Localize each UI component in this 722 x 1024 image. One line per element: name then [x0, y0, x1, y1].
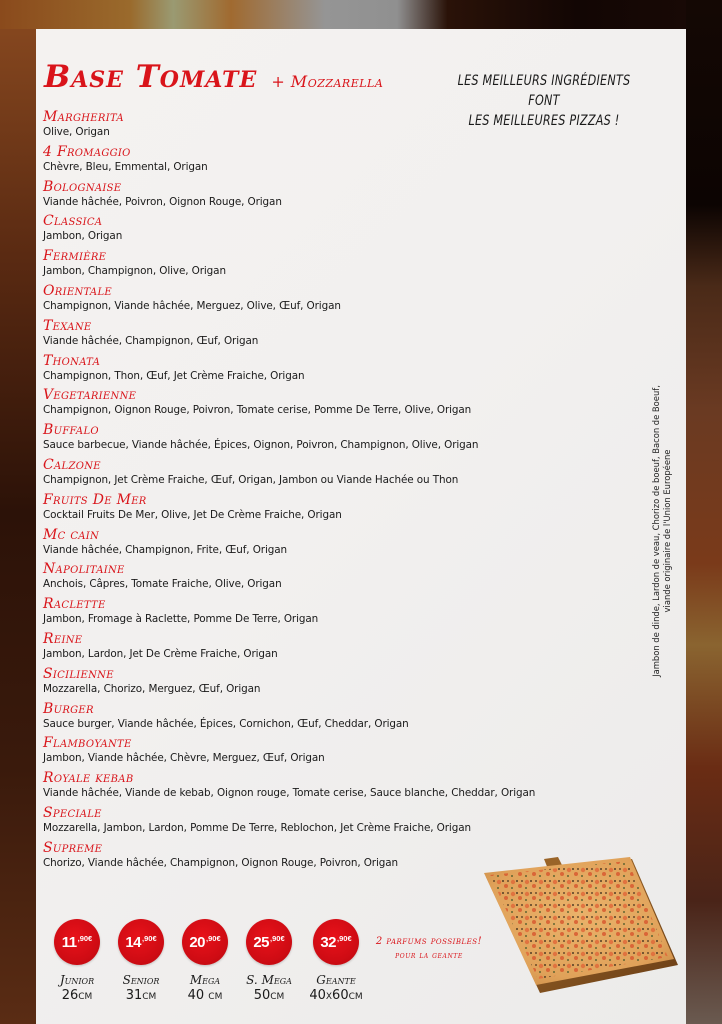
list-item — [43, 144, 603, 179]
price-cents: ,90€ — [206, 933, 221, 943]
two-flavours-line-2: pour la geante — [395, 951, 463, 961]
list-item — [43, 318, 603, 353]
pizza-ingredients: Viande hâchée, Poivron, Oignon Rouge, Origan — [43, 195, 282, 208]
price-cents: ,90€ — [270, 933, 285, 943]
price-badge — [118, 919, 164, 965]
background-top — [0, 0, 722, 29]
two-flavours-note — [364, 935, 494, 963]
pizza-ingredients: Jambon, Viande hâchée, Chèvre, Merguez, Œuf, Origan — [43, 752, 325, 765]
price-whole: 11 — [61, 933, 77, 951]
pizza-ingredients: Viande hâchée, Champignon, Œuf, Origan — [43, 334, 259, 347]
price-badge — [246, 919, 292, 965]
list-item — [43, 109, 603, 144]
pizza-ingredients: Chorizo, Viande hâchée, Champignon, Oignon Rouge, Poivron, Origan — [43, 856, 399, 869]
pizza-name: Mc cain — [43, 526, 100, 543]
pizza-name: Bolognaise — [43, 178, 122, 195]
price-whole: 32 — [320, 933, 337, 951]
slogan-line-2: LES MEILLEURES PIZZAS ! — [468, 113, 620, 129]
pizza-name: Raclette — [43, 596, 106, 613]
pizza-ingredients: Champignon, Viande hâchée, Merguez, Olive, Œuf, Origan — [43, 299, 341, 312]
pizza-ingredients: Mozzarella, Jambon, Lardon, Pomme De Terre, Reblochon, Jet Crème Fraiche, Origan — [43, 821, 471, 834]
list-item — [43, 805, 603, 840]
list-item — [43, 457, 603, 492]
pizza-name: Thonata — [43, 352, 101, 369]
pizza-ingredients: Champignon, Oignon Rouge, Poivron, Tomate cerise, Pomme De Terre, Olive, Origan — [43, 404, 472, 417]
list-item — [43, 701, 603, 736]
pizza-name: Fermière — [43, 248, 107, 265]
slogan-line-1: LES MEILLEURS INGRÉDIENTS FONT — [457, 73, 631, 109]
pizza-name: Supreme — [43, 839, 103, 856]
price-item-super-mega — [237, 919, 301, 1004]
background-left — [0, 0, 36, 1024]
list-item — [43, 248, 603, 283]
pizza-ingredients: Champignon, Jet Crème Fraiche, Œuf, Origan, Jambon ou Viande Hachée ou Thon — [43, 473, 459, 486]
size-dimension: 40 cm — [187, 988, 223, 1003]
page-title: Base Tomate — [44, 59, 258, 95]
list-item — [43, 422, 603, 457]
price-cents: ,90€ — [77, 933, 93, 943]
pizza-name: Napolitaine — [43, 561, 125, 578]
pizza-ingredients: Jambon, Origan — [43, 230, 123, 243]
price-list — [45, 919, 371, 1004]
pizza-name: Sicilienne — [43, 665, 114, 682]
menu-header — [44, 59, 383, 95]
list-item — [43, 666, 603, 701]
size-dimension: 50cm — [253, 988, 285, 1003]
pizza-ingredients: Jambon, Champignon, Olive, Origan — [43, 265, 226, 278]
pizza-name: Burger — [43, 700, 94, 717]
list-item — [43, 527, 603, 562]
list-item — [43, 631, 603, 666]
pizza-ingredients: Chèvre, Bleu, Emmental, Origan — [43, 160, 208, 173]
pizza-ingredients: Sauce barbecue, Viande hâchée, Épices, Oignon, Poivron, Champignon, Olive, Origan — [43, 439, 479, 452]
pizza-name: Buffalo — [43, 422, 99, 439]
pizza-name: Margherita — [43, 109, 124, 125]
size-label: Senior — [122, 973, 160, 987]
pizza-name: Fruits De Mer — [43, 491, 147, 508]
list-item — [43, 283, 603, 318]
list-item — [43, 213, 603, 248]
pizza-ingredients: Anchois, Câpres, Tomate Fraiche, Olive, Origan — [43, 578, 282, 591]
pizza-list — [43, 109, 603, 875]
list-item — [43, 596, 603, 631]
list-item — [43, 387, 603, 422]
pizza-name: Calzone — [43, 456, 101, 473]
size-dimension: 31cm — [125, 988, 157, 1003]
size-dimension: 40x60cm — [309, 988, 363, 1003]
size-label: Junior — [59, 973, 95, 987]
menu-panel — [36, 29, 686, 1024]
list-item — [43, 353, 603, 388]
price-badge — [182, 919, 228, 965]
meat-origin-text: Jambon de dinde, Lardon de veau, Chorizo de boeuf, Bacon de Boeuf, viande originaire de l'Union Européene — [651, 385, 672, 677]
pizza-ingredients: Jambon, Fromage à Raclette, Pomme De Terre, Origan — [43, 613, 319, 626]
price-item-junior — [45, 919, 109, 1004]
pizza-name: Speciale — [43, 804, 102, 821]
price-item-mega — [173, 919, 237, 1004]
price-whole: 25 — [253, 933, 270, 951]
price-whole: 20 — [189, 933, 206, 951]
list-item — [43, 770, 603, 805]
pizza-ingredients: Viande hâchée, Viande de kebab, Oignon rouge, Tomate cerise, Sauce blanche, Cheddar, Origan — [43, 787, 536, 800]
list-item — [43, 179, 603, 214]
pizza-ingredients: Sauce burger, Viande hâchée, Épices, Cornichon, Œuf, Cheddar, Origan — [43, 717, 409, 730]
pizza-name: Flamboyante — [43, 735, 132, 752]
price-cents: ,90€ — [142, 933, 157, 943]
size-label: Mega — [189, 973, 221, 987]
list-item — [43, 561, 603, 596]
price-whole: 14 — [125, 933, 142, 951]
price-cents: ,90€ — [337, 933, 352, 943]
size-label: Geante — [316, 973, 356, 987]
price-badge — [313, 919, 359, 965]
price-item-senior — [109, 919, 173, 1004]
pizza-name: Orientale — [43, 282, 112, 299]
pizza-ingredients: Cocktail Fruits De Mer, Olive, Jet De Crème Fraiche, Origan — [43, 508, 342, 521]
pizza-name: 4 Fromaggio — [43, 143, 131, 160]
meat-origin-note — [645, 375, 679, 687]
pizza-ingredients: Champignon, Thon, Œuf, Jet Crème Fraiche, Origan — [43, 369, 305, 382]
two-flavours-line-1: 2 parfums possibles! — [375, 936, 483, 947]
pizza-name: Vegetarienne — [43, 387, 137, 404]
price-badge — [54, 919, 100, 965]
pizza-name: Classica — [43, 213, 103, 230]
list-item — [43, 492, 603, 527]
pizza-image — [482, 855, 682, 995]
list-item — [43, 735, 603, 770]
pizza-name: Royale kebab — [43, 770, 134, 787]
price-item-geante — [301, 919, 371, 1004]
pizza-name: Texane — [43, 317, 92, 334]
pizza-ingredients: Mozzarella, Chorizo, Merguez, Œuf, Origan — [43, 682, 261, 695]
background-right — [686, 0, 722, 1024]
pizza-ingredients: Viande hâchée, Champignon, Frite, Œuf, Origan — [43, 543, 287, 556]
size-dimension: 26cm — [61, 988, 93, 1003]
pizza-name: Reine — [43, 630, 83, 647]
page-subtitle: + Mozzarella — [271, 72, 384, 91]
size-label: S. Mega — [246, 973, 292, 987]
pizza-ingredients: Jambon, Lardon, Jet De Crème Fraiche, Origan — [43, 647, 278, 660]
pizza-ingredients: Olive, Origan — [43, 126, 110, 138]
